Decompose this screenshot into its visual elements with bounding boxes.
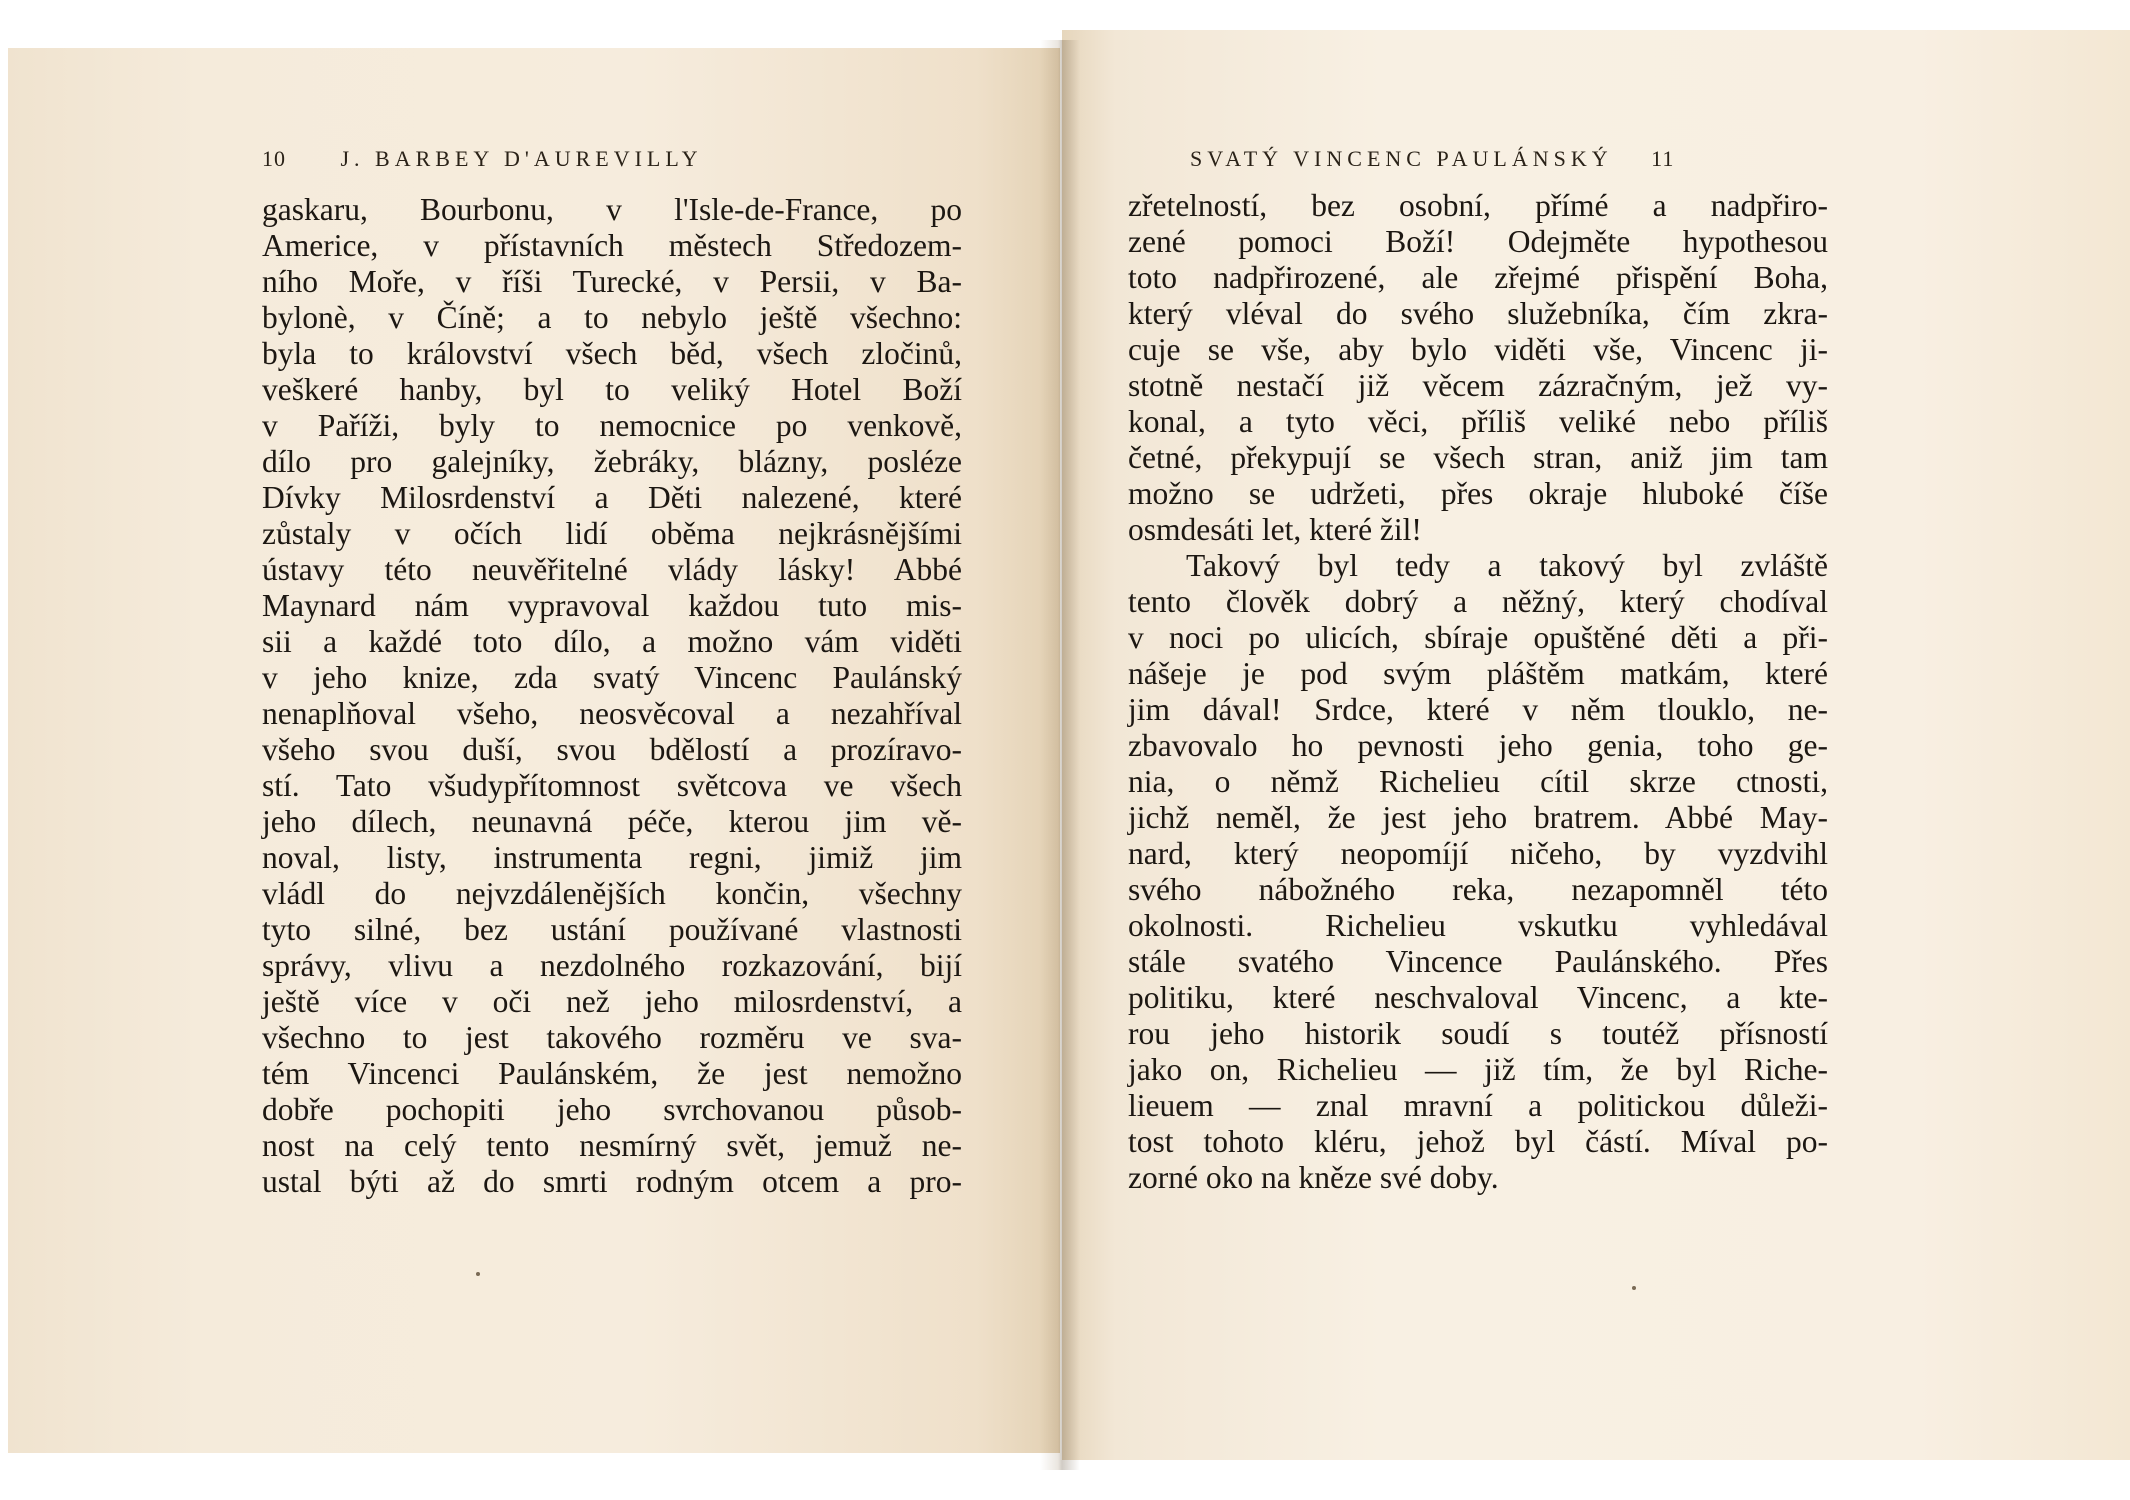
- text-line: tém Vincenci Paulánském, že jest nemožno: [262, 1056, 962, 1091]
- text-line: konal, a tyto věci, příliš veliké nebo příliš: [1128, 404, 1828, 439]
- text-line: nost na celý tento nesmírný svět, jemuž ne-: [262, 1128, 962, 1163]
- text-line: svého nábožného reka, nezapomněl této: [1128, 872, 1828, 907]
- left-running-head: J. BARBEY D'AUREVILLY: [340, 146, 703, 171]
- text-line: ního Moře, v říši Turecké, v Persii, v Ba-: [262, 264, 962, 299]
- text-line: zůstaly v očích lidí oběma nejkrásnějšími: [262, 516, 962, 551]
- text-line: osmdesáti let, které žil!: [1128, 512, 1422, 547]
- text-line: tento člověk dobrý a něžný, který chodíval: [1128, 584, 1828, 619]
- right-page-text: [1128, 188, 1828, 1196]
- left-page-number: 10: [262, 146, 286, 171]
- text-line: zorné oko na kněze své doby.: [1128, 1160, 1499, 1195]
- text-line: v Paříži, byly to nemocnice po venkově,: [262, 408, 962, 443]
- text-line: Americe, v přístavních městech Středozem-: [262, 228, 962, 263]
- text-line: byla to království všech běd, všech zločinů,: [262, 336, 962, 371]
- text-line: stále svatého Vincence Paulánského. Přes: [1128, 944, 1828, 979]
- paper-speck: [1632, 1286, 1636, 1290]
- book-gutter: [1040, 40, 1080, 1470]
- text-line: ustal býti až do smrti rodným otcem a pro-: [262, 1164, 962, 1199]
- text-line: všeho svou duší, svou bdělostí a prozíravo-: [262, 732, 962, 767]
- text-line: veškeré hanby, byl to veliký Hotel Boží: [262, 372, 962, 407]
- text-line: sii a každé toto dílo, a možno vám viděti: [262, 624, 962, 659]
- text-line: gaskaru, Bourbonu, v l'Isle-de-France, po: [262, 192, 962, 227]
- right-running-head: SVATÝ VINCENC PAULÁNSKÝ: [1190, 146, 1613, 171]
- text-line: ještě více v oči než jeho milosrdenství, a: [262, 984, 962, 1019]
- text-line: jim dával! Srdce, které v něm tlouklo, ne-: [1128, 692, 1828, 727]
- text-line: jichž neměl, že jest jeho bratrem. Abbé May-: [1128, 800, 1828, 835]
- text-line: Takový byl tedy a takový byl zvláště: [1186, 548, 1828, 583]
- text-line: všechno to jest takového rozměru ve sva-: [262, 1020, 962, 1055]
- paper-speck: [476, 1272, 480, 1276]
- text-line: stí. Tato všudypřítomnost světcova ve všech: [262, 768, 962, 803]
- text-line: tost tohoto kléru, jehož byl částí. Míval po-: [1128, 1124, 1828, 1159]
- text-line: který vléval do svého služebníka, čím zkra-: [1128, 296, 1828, 331]
- text-line: okolnosti. Richelieu vskutku vyhledával: [1128, 908, 1828, 943]
- left-page-header: [262, 146, 703, 178]
- text-line: dobře pochopiti jeho svrchovanou působ-: [262, 1092, 962, 1127]
- text-line: Maynard nám vypravoval každou tuto mis-: [262, 588, 962, 623]
- text-line: rou jeho historik soudí s toutéž přísností: [1128, 1016, 1828, 1051]
- text-line: Dívky Milosrdenství a Děti nalezené, které: [262, 480, 962, 515]
- text-line: vládl do nejvzdálenějších končin, všechny: [262, 876, 962, 911]
- text-line: zené pomoci Boží! Odejměte hypothesou: [1128, 224, 1828, 259]
- text-line: četné, překypují se všech stran, aniž jim tam: [1128, 440, 1828, 475]
- text-line: nia, o němž Richelieu cítil skrze ctnosti,: [1128, 764, 1828, 799]
- text-line: zbavovalo ho pevnosti jeho genia, toho ge-: [1128, 728, 1828, 763]
- text-line: politiku, které neschvaloval Vincenc, a kte-: [1128, 980, 1828, 1015]
- text-line: možno se udržeti, přes okraje hluboké číše: [1128, 476, 1828, 511]
- text-line: nenaplňoval všeho, neosvěcoval a nezahříval: [262, 696, 962, 731]
- text-line: tyto silné, bez ustání používané vlastnosti: [262, 912, 962, 947]
- text-line: bylonè, v Číně; a to nebylo ještě všechno:: [262, 300, 962, 335]
- text-line: v noci po ulicích, sbíraje opuštěné děti a při-: [1128, 620, 1828, 655]
- right-page-number: 11: [1651, 146, 1675, 171]
- left-page-text: [262, 192, 962, 1200]
- text-line: stotně nestačí již věcem zázračným, jež vy-: [1128, 368, 1828, 403]
- text-line: dílo pro galejníky, žebráky, blázny, posléze: [262, 444, 962, 479]
- text-line: jako on, Richelieu — již tím, že byl Riche-: [1128, 1052, 1828, 1087]
- text-line: správy, vlivu a nezdolného rozkazování, bijí: [262, 948, 962, 983]
- text-line: v jeho knize, zda svatý Vincenc Paulánský: [262, 660, 962, 695]
- text-line: jeho dílech, neunavná péče, kterou jim vě-: [262, 804, 962, 839]
- text-line: nard, který neopomíjí ničeho, by vyzdvihl: [1128, 836, 1828, 871]
- text-line: zřetelností, bez osobní, přímé a nadpřiro-: [1128, 188, 1828, 223]
- text-line: nášeje je pod svým pláštěm matkám, které: [1128, 656, 1828, 691]
- text-line: toto nadpřirozené, ale zřejmé přispění Boha,: [1128, 260, 1828, 295]
- text-line: ústavy této neuvěřitelné vlády lásky! Abbé: [262, 552, 962, 587]
- text-line: cuje se vše, aby bylo viděti vše, Vincenc ji-: [1128, 332, 1828, 367]
- text-line: lieuem — znal mravní a politickou důleži-: [1128, 1088, 1828, 1123]
- right-page-header: [1190, 146, 1674, 178]
- text-line: noval, listy, instrumenta regni, jimiž jim: [262, 840, 962, 875]
